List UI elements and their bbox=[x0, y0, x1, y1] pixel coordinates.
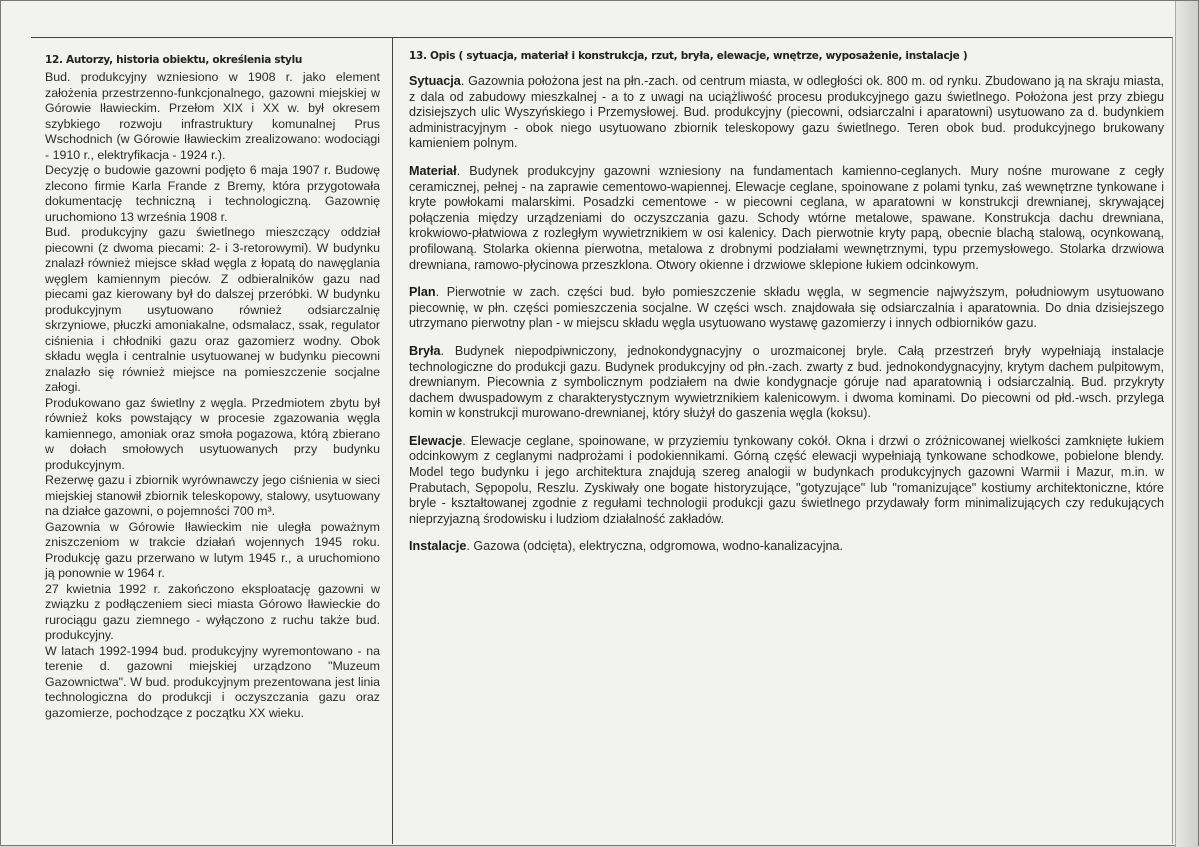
history-paragraph: W latach 1992-1994 bud. produkcyjny wyremontowano - na terenie d. gazowni miejskiej urządzono "Muzeum Gazownictwa". W bud. produkcyjnym prezentowana jest linia technologiczna do produkcji i oczyszczania gazu oraz gazomierze, pochodzące z początku XX wieku. bbox=[45, 643, 380, 720]
section-text: Gazownia położona jest na płn.-zach. od centrum miasta, w odległości ok. 800 m. od rynku. Zbudowano ją na skraju miasta, z dala od zabudowy mieszkalnej - a to z uwagi na uciążliwość procesu produkcyjnego gazu świetlnego. Położona jest przy zbiegu dzisiejszych ulic Wyszyńskiego i Przemysłowej. Bud. produkcyjny (piecowni, odsiarczalni i aparatowni) usytuowano za d. budynkiem administracyjnym - obok niego usytuowano zbiornik teleskopowy gazu świetlnego. Teren obok bud. produkcyjnego brukowany kamieniem polnym. bbox=[409, 74, 1164, 151]
history-text bbox=[45, 70, 380, 721]
section-massing: Bryła. Budynek niepodpiwniczony, jednokondygnacyjny o urozmaiconej bryle. Całą przestrzeń bryły wypełniają instalacje technologiczne do produkcji gazu. Budynek produkcyjny od płn.-zach. zwarty z bud. jednokondygnacyjny, krytym dachem pulpitowym, drewnianym. Piecownia z symbolicznym podziałem na dwie kondygnacje góruje nad aparatownią i odsiarczalnią. Bud. przykryty dachem dwuspadowym z charakterystycznym wywietrznikiem kalenicowym. i dwoma kominami. Do piecowni od płd.-wsch. przylega komin w konstrukcji murowano-drewnianej, który służył do gaszenia węgla (koksu). bbox=[409, 343, 1164, 421]
section-text: Pierwotnie w zach. części bud. było pomieszczenie składu węgla, w segmencie najwyższym, południowym usytuowano piecownię, w płn. części pomieszczenia socjalne. W części wsch. znajdowała się odsiarczalnia i aparatownia. Do dnia dzisiejszego utrzymano pierwotny plan - w miejscu składu węgla usytuowano wystawę gazomierzy i innych odbiorników gazu. bbox=[409, 285, 1164, 331]
history-heading: 12. Autorzy, historia obiektu, określenia stylu bbox=[45, 54, 303, 66]
section-label: Plan bbox=[409, 285, 436, 300]
section-label: Sytuacja bbox=[409, 74, 461, 88]
history-paragraph: Rezerwę gazu i zbiornik wyrównawczy jego ciśnienia w sieci miejskiej stanowił zbiornik teleskopowy, stalowy, usytuowany na działce gazowni, o pojemności 700 m³. bbox=[45, 473, 380, 518]
section-text: Budynek produkcyjny gazowni wzniesiony na fundamentach kamienno-ceglanych. Mury nośne murowane z cegły ceramicznej, pełnej - na zaprawie cementowo-wapiennej. Elewacje ceglane, spoinowane z polami tynku, zaś wewnętrzne tynkowane i kryte powłokami malarskimi. Posadzki cementowe - w piecowni ceglana, w aparatowni w konstrukcji drewnianej, skrywającej połączenia między urządzeniami do oczyszczania gazu. Schody wtórne metalowe, spawane. Konstrukcja dachu drewniana, krokwiowo-płatwiowa z rozległym wywietrznikiem w osi kalenicy. Dach pierwotnie kryty papą, obecnie blachą stalową, ocynkowaną, profilowaną. Stolarka okienna pierwotna, metalowa z drobnymi podziałami wewnętrznymi, typu przemysłowego. Stolarka drzwiowa drewniana, ramowo-płycinowa przeszklona. Otwory okienne i drzwiowe sklepione łukiem odcinkowym. bbox=[409, 163, 1164, 272]
history-paragraph: Bud. produkcyjny gazu świetlnego mieszczący oddział piecowni (z dwoma piecami: 2- i 3-retorowymi). W budynku znalazł również miejsce skład węgla z łopatą do nawęglania węglem kamiennym pieców. Z odbieralników gazu nad piecami gaz kierowany był do dalszej przeróbki. W budynku produkcyjnym usytuowano również odsiarczalnię skrzyniowe, płuczki amoniakalne, odsmalacz, ssak, regulator ciśnienia i chłodniki gazu oraz gazomierz wodny. Obok składu węgla i centralnie usytuowanej w budynku piecowni znalazło się również miejsce na pomieszczenie socjalne załogi. bbox=[45, 225, 380, 394]
section-label: Instalacje bbox=[409, 539, 467, 554]
description-heading: 13. Opis ( sytuacja, materiał i konstrukcja, rzut, bryła, elewacje, wnętrze, wyposażenie, instalacje ) bbox=[409, 50, 968, 62]
section-material: Materiał. Budynek produkcyjny gazowni wzniesiony na fundamentach kamienno-ceglanych. Mury nośne murowane z cegły ceramicznej, pełnej - na zaprawie cementowo-wapiennej. Elewacje ceglane, spoinowane z polami tynku, zaś wewnętrzne tynkowane i kryte powłokami malarskimi. Posadzki cementowe - w piecowni ceglana, w aparatowni w konstrukcji drewnianej, skrywającej połączenia między urządzeniami do oczyszczania gazu. Schody wtórne metalowe, spawane. Konstrukcja dachu drewniana, krokwiowo-płatwiowa z rozległym wywietrznikiem w osi kalenicy. Dach pierwotnie kryty papą, obecnie blachą stalową, ocynkowaną, profilowaną. Stolarka okienna pierwotna, metalowa z drobnymi podziałami wewnętrznymi, typu przemysłowego. Stolarka drzwiowa drewniana, ramowo-płycinowa przeszklona. Otwory okienne i drzwiowe sklepione łukiem odcinkowym. bbox=[409, 163, 1164, 272]
history-paragraph: Decyzję o budowie gazowni podjęto 6 maja 1907 r. Budowę zlecono firmie Karla Frande z Bremy, która przygotowała dokumentację techniczną i technologiczną. Gazownię uruchomiono 13 września 1908 r. bbox=[45, 163, 380, 224]
history-column bbox=[31, 37, 393, 844]
section-text: Budynek niepodpiwniczony, jednokondygnacyjny o urozmaiconej bryle. Całą przestrzeń bryły wypełniają instalacje technologiczne do produkcji gazu. Budynek produkcyjny od płn.-zach. zwarty z bud. jednokondygnacyjny, krytym dachem pulpitowym, drewnianym. Piecownia z symbolicznym podziałem na dwie kondygnacje góruje nad aparatownią i odsiarczalnią. Bud. przykryty dachem dwuspadowym z charakterystycznym wywietrznikiem kalenicowym. i dwoma kominami. Do piecowni od płd.-wsch. przylega komin w konstrukcji murowano-drewnianej, który służył do gaszenia węgla (koksu). bbox=[409, 343, 1164, 421]
description-column bbox=[393, 37, 1173, 844]
section-text: Elewacje ceglane, spoinowane, w przyziemiu tynkowany cokół. Okna i drzwi o zróżnicowanej wielkości zamknięte łukiem odcinkowym z ceglanymi nadprożami i podokiennikami. Górną część elewacji wypełniają tynkowane schodkowe, pobielone blendy. Model tego budynku i jego architektura znajdują szereg analogii w budynkach produkcyjnych gazowni Warmii i Mazur, m.in. w Prabutach, Sępopolu, Reszlu. Zyskiwały one bogate historyzujące, "gotyzujące" lub "romanizujące" kostiumy architektoniczne, które bryle - kształtowanej zgodnie z regułami technologii produkcji gazu świetlnego przydawały form minimalizujących czy redukujących nieprzyjazną środowisku i ludziom działalność zakładów. bbox=[409, 433, 1164, 526]
section-elevations: Elewacje. Elewacje ceglane, spoinowane, w przyziemiu tynkowany cokół. Okna i drzwi o zróżnicowanej wielkości zamknięte łukiem odcinkowym z ceglanymi nadprożami i podokiennikami. Górną część elewacji wypełniają tynkowane schodkowe, pobielone blendy. Model tego budynku i jego architektura znajdują szereg analogii w budynkach produkcyjnych gazowni Warmii i Mazur, m.in. w Prabutach, Sępopolu, Reszlu. Zyskiwały one bogate historyzujące, "gotyzujące" lub "romanizujące" kostiumy architektoniczne, które bryle - kształtowanej zgodnie z regułami technologii produkcji gazu świetlnego przydawały form minimalizujących czy redukujących nieprzyjazną środowisku i ludziom działalność zakładów. bbox=[409, 433, 1164, 526]
history-paragraph: Produkowano gaz świetlny z węgla. Przedmiotem zbytu był również koks powstający w procesie zgazowania węgla kamiennego, amoniak oraz smoła pogazowa, którą zbierano w dołach smołowych usytuowanych przy budynku produkcyjnym. bbox=[45, 395, 380, 472]
history-paragraph: Gazownia w Górowie Iławieckim nie uległa poważnym zniszczeniom w trakcie działań wojennych 1945 roku. Produkcję gazu przerwano w lutym 1945 r., a uruchomiono ją ponownie w 1964 r. bbox=[45, 519, 380, 580]
history-paragraph: Bud. produkcyjny wzniesiono w 1908 r. jako element założenia przestrzenno-funkcjonalnego, gazowni miejskiej w Górowie Iławieckim. Przełom XIX i XX w. był okresem szybkiego rozwoju infrastruktury komunalnej Prus Wschodnich (w Górowie Iławieckim zrealizowano: wodociągi - 1910 r., elektryfikacja - 1924 r.). bbox=[45, 70, 380, 162]
history-paragraph: 27 kwietnia 1992 r. zakończono eksploatację gazowni w związku z podłączeniem sieci miasta Górowo Iławieckie do rurociągu gazu ziemnego - wyłączono z ruchu także bud. produkcyjny. bbox=[45, 581, 380, 642]
section-installations: Instalacje. Gazowa (odcięta), elektryczna, odgromowa, wodno-kanalizacyjna. bbox=[409, 539, 844, 554]
page-edge bbox=[1175, 1, 1198, 847]
section-label: Bryła bbox=[409, 343, 441, 358]
section-plan: Plan. Pierwotnie w zach. części bud. było pomieszczenie składu węgla, w segmencie najwyższym, południowym usytuowano piecownię, w płn. części pomieszczenia socjalne. W części wsch. znajdowała się odsiarczalnia i aparatownia. Do dnia dzisiejszego utrzymano pierwotny plan - w miejscu składu węgla usytuowano wystawę gazomierzy i innych odbiorników gazu. bbox=[409, 285, 1164, 331]
section-label: Elewacje bbox=[409, 433, 463, 448]
section-situation: Sytuacja. Gazownia położona jest na płn.-zach. od centrum miasta, w odległości ok. 800 m. od rynku. Zbudowano ją na skraju miasta, z dala od zabudowy mieszkalnej - a to z uwagi na uciążliwość procesu produkcyjnego gazu świetlnego. Położona jest przy zbiegu dzisiejszych ulic Wyszyńskiego i Przemysłowej. Bud. produkcyjny (piecowni, odsiarczalni i aparatowni) usytuowano za d. budynkiem administracyjnym - obok niego usytuowano zbiornik teleskopowy gazu świetlnego. Teren obok bud. produkcyjnego brukowany kamieniem polnym. bbox=[409, 74, 1164, 151]
section-label: Materiał bbox=[409, 163, 457, 178]
section-text: Gazowa (odcięta), elektryczna, odgromowa, wodno-kanalizacyjna. bbox=[469, 539, 844, 554]
